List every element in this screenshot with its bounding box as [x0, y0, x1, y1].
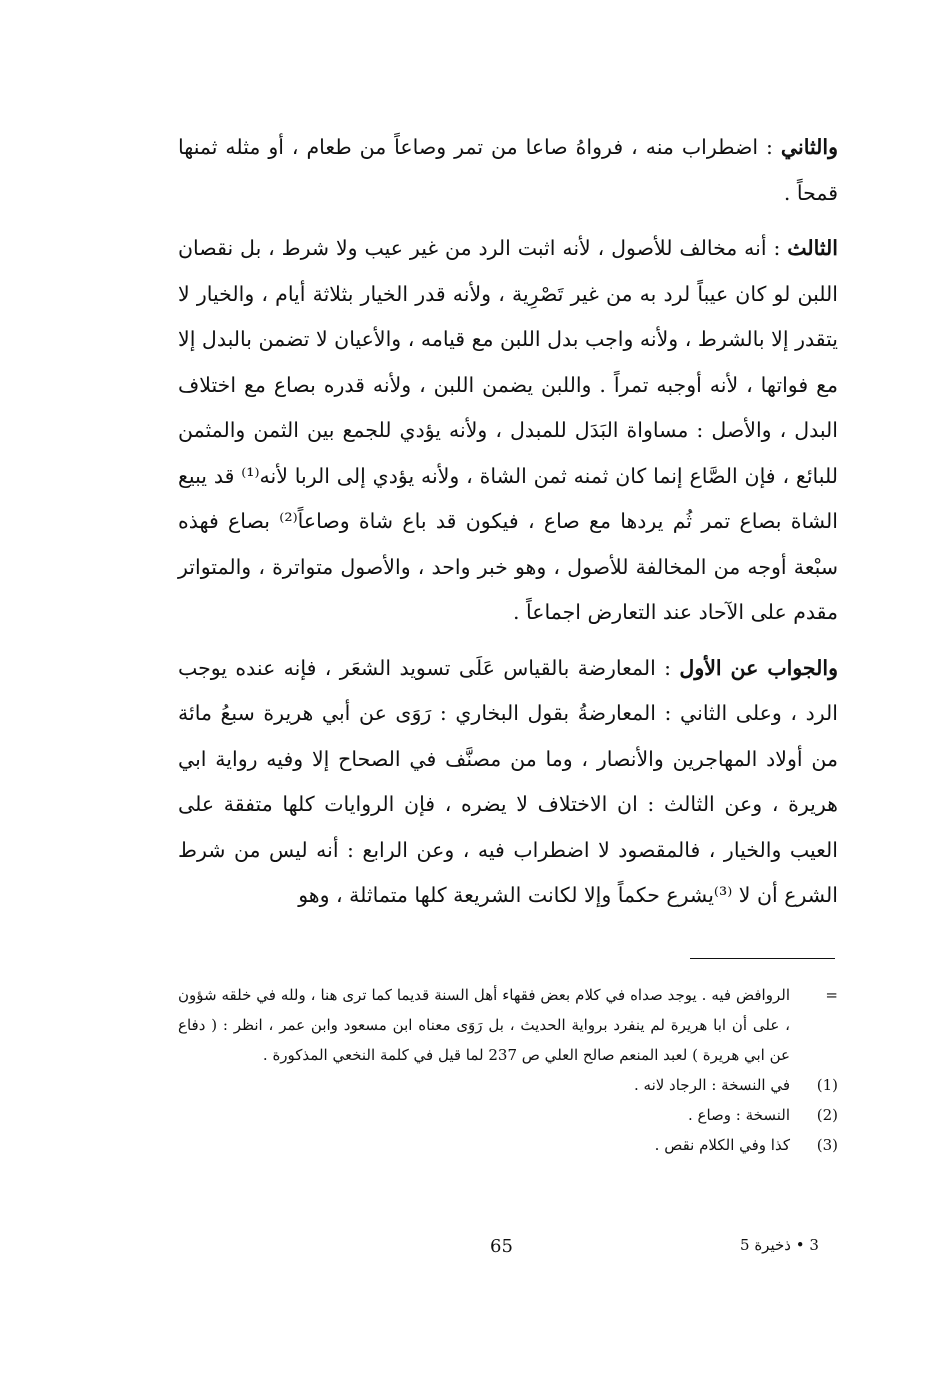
page-number: 65	[490, 1236, 513, 1257]
paragraph-lead: والجواب عن الأول	[679, 655, 838, 680]
footnote	[178, 1130, 838, 1160]
signature-mark: 3 • ذخيرة 5	[740, 1236, 819, 1254]
footnote-mark: (2)	[816, 1106, 838, 1124]
paragraph-lead: والثاني	[780, 135, 838, 159]
footnote-text: النسخة : وصاع .	[688, 1106, 790, 1124]
footnote-divider	[690, 958, 835, 959]
footnote	[178, 1070, 838, 1100]
paragraph-lead: الثالث	[787, 236, 838, 260]
paragraph-text: : المعارضة بالقياس عَلَى تسويد الشعَر ، فإنه عنده يوجب الرد ، وعلى الثاني : المعارضةُ بقول البخاري : رَوَى عن أبي هريرة سبعُ مائة من أولاد المهاجرين والأنصار ، وما من مصنَّف في الصحاح إلا وفيه رواية ابي هريرة ، وعن الثالث : ان الاختلاف لا يضره ، فإن الروايات كلها متفقة على العيب والخيار ، فالمقصود لا اضطراب فيه ، وعن الرابع : أنه ليس من شرط الشرع أن لا ⁽³⁾يشرع حكماً وإلا لكانت الشريعة كلها متماثلة ، وهو	[178, 655, 838, 907]
paragraph	[178, 226, 838, 636]
paragraph	[178, 646, 838, 919]
footnote-mark: =	[825, 986, 838, 1004]
footnote-mark: (1)	[816, 1076, 838, 1094]
footnotes	[178, 980, 838, 1160]
footnote-text: الروافض فيه . يوجد صداه في كلام بعض فقهاء أهل السنة قديما كما ترى هنا ، ولله في خلقه شؤون ، على أن ابا هريرة لم ينفرد برواية الحديث ، بل رَوَى معناه ابن مسعود وابن عمر ، انظر : ( دفاع عن ابي هريرة ) لعبد المنعم صالح العلي ص 237 لما قيل في كلمة النخعي المذكورة .	[178, 986, 790, 1064]
paragraph	[178, 125, 838, 216]
main-text	[178, 125, 838, 919]
footnote	[178, 980, 838, 1070]
footnote-mark: (3)	[816, 1136, 838, 1154]
footnote	[178, 1100, 838, 1130]
paragraph-text: : اضطراب منه ، فرواهُ صاعا من تمر وصاعاً من طعام ، أو مثله ثمنها قمحاً .	[178, 135, 838, 205]
paragraph-text: : أنه مخالف للأصول ، لأنه اثبت الرد من غير عيب ولا شرط ، بل نقصان اللبن لو كان عيباً لرد به من غير تَصْرِية ، ولأنه قدر الخيار بثلاثة أيام ، والخيار لا يتقدر إلا بالشرط ، ولأنه واجب بدل اللبن مع قيامه ، والأعيان لا تضمن بالبدل إلا مع فواتها ، لأنه أوجبه تمراً . واللبن يضمن اللبن ، ولأنه قدره بصاع مع اختلاف البدل ، والأصل : مساواة البَدَل للمبدل ، ولأنه يؤدي للجمع بين الثمن والمثمن للبائع ، فإن الصَّاع إنما كان ثمنه ثمن الشاة ، ولأنه يؤدي إلى الربا لأنه⁽¹⁾ قد يبيع الشاة بصاع تمر ثُم يردها مع صاع ، فيكون قد باع شاة وصاعاً⁽²⁾ بصاع فهذه سبْعة أوجه من المخالفة للأصول ، وهو خبر واحد ، والأصول متواترة ، والمتواتر مقدم على الآحاد عند التعارض اجماعاً .	[178, 236, 838, 624]
footnote-text: في النسخة : الرجاد لانه .	[633, 1076, 790, 1094]
footnote-text: كذا وفي الكلام نقص .	[654, 1136, 790, 1154]
